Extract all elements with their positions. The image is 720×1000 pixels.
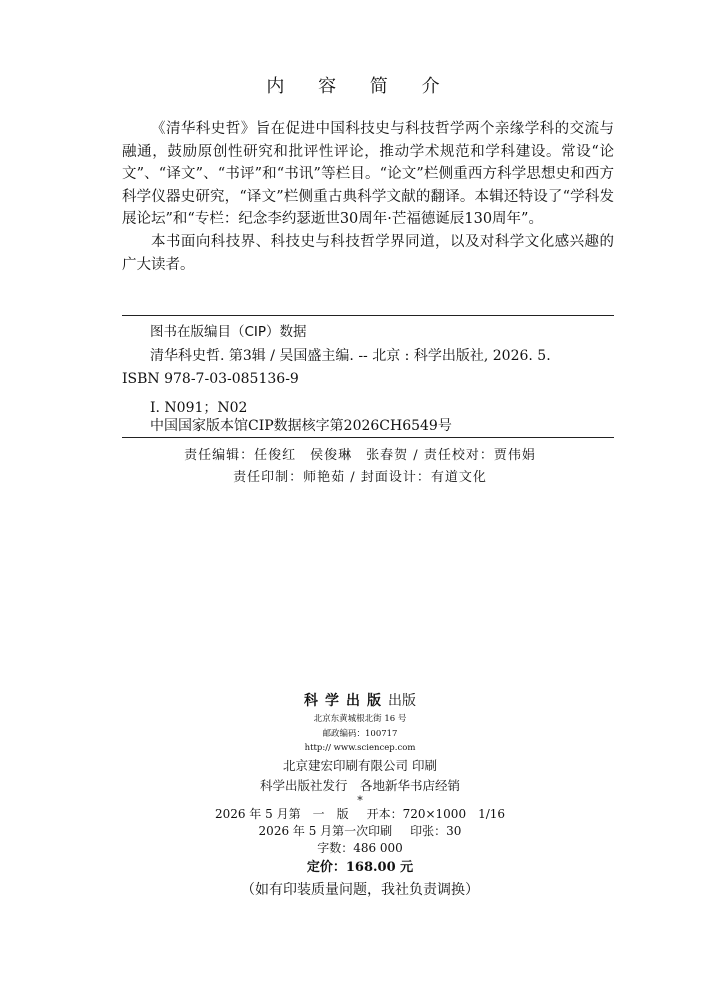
editors-line: 责任编辑：任俊红 侯俊琳 张春贺 / 责任校对：贾伟娟: [184, 448, 536, 463]
cip-heading: 图书在版编目（CIP）数据: [150, 324, 307, 340]
distribution: 科学出版社发行 各地新华书店经销: [259, 777, 460, 793]
cip-bottom-rule: [122, 437, 614, 438]
isbn: ISBN 978-7-03-085136-9: [122, 371, 299, 387]
separator-star: *: [357, 793, 363, 807]
publisher-suffix: 出版: [388, 693, 416, 709]
printing: 2026 年 5 月第一次印刷: [258, 823, 393, 838]
edition: 2026 年 5 月第 一 版: [214, 806, 349, 821]
website: http:// www.sciencep.com: [304, 743, 416, 753]
sheets: 印张：30: [410, 823, 462, 838]
postcode: 邮政编码：100717: [322, 728, 398, 739]
publisher-line: [0, 690, 720, 712]
word-count: 字数：486 000: [317, 840, 403, 855]
cip-record: 清华科史哲. 第3辑 / 吴国盛主编. -- 北京 : 科学出版社, 2026. 5.: [150, 348, 551, 364]
colophon: [0, 690, 720, 901]
cip-top-rule: [122, 315, 614, 316]
publisher-address: 北京东黄城根北街 16 号: [313, 714, 407, 724]
quality-notice: （如有印装质量问题，我社负责调换）: [241, 881, 479, 898]
production-line: 责任印制：师艳茹 / 封面设计：有道文化: [233, 470, 487, 485]
edition-line: [0, 806, 720, 823]
printer: 北京建宏印刷有限公司 印刷: [283, 757, 437, 773]
cip-classification: Ⅰ. N091；N02: [150, 400, 248, 416]
printing-line: [0, 823, 720, 840]
page-title: 内 容 简 介: [266, 76, 454, 97]
cip-library-record: 中国国家版本馆CIP数据核字第2026CH6549号: [150, 418, 452, 434]
publisher-logo: 科学出版: [304, 693, 388, 709]
format: 开本：720×1000 1/16: [366, 806, 506, 821]
book-introduction: [122, 118, 614, 276]
intro-paragraph: 本书面向科技界、科技史与科技哲学界同道，以及对科学文化感兴趣的广大读者。: [122, 233, 614, 273]
intro-paragraph: 《清华科史哲》旨在促进中国科技史与科技哲学两个亲缘学科的交流与融通，鼓励原创性研究和批评性评论，推动学术规范和学科建设。常设“论文”、“译文”、“书评”和“书讯”等栏目。“论文”栏侧重西方科学思想史和西方科学仪器史研究，“译文”栏侧重古典科学文献的翻译。本辑还特设了“学科发展论坛”和“专栏：纪念李约瑟逝世30周年·芒福德诞辰130周年”。: [122, 121, 614, 228]
price: 定价：168.00 元: [306, 859, 414, 875]
